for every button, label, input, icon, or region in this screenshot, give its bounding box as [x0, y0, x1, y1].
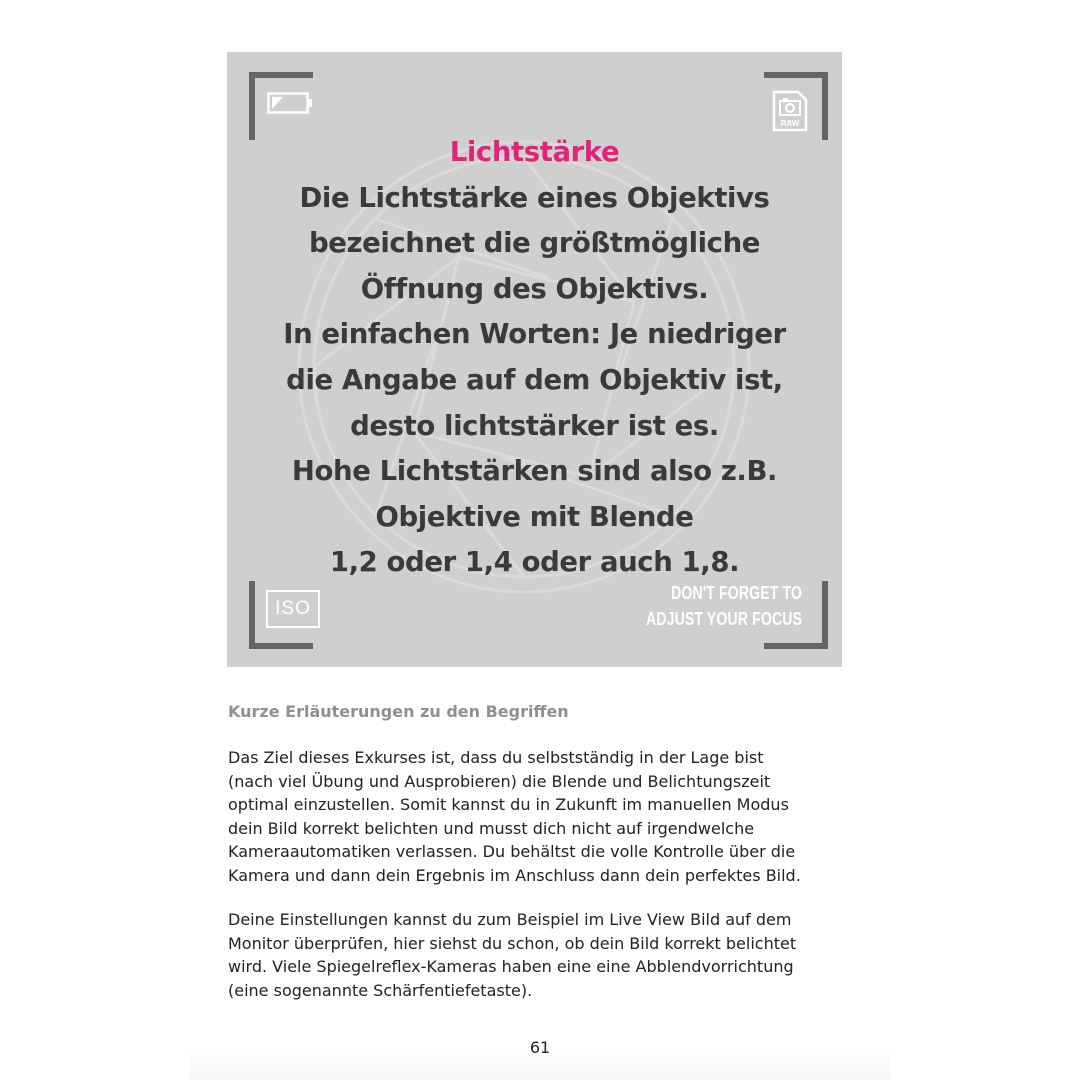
text-line: optimal einzustellen. Somit kannst du in Zukunft im manuellen Modus [228, 795, 789, 815]
battery-icon [267, 92, 313, 114]
viewfinder-line: In einfachen Worten: Je niedriger [283, 318, 786, 351]
text-line: (nach viel Übung und Ausprobieren) die Blende und Belichtungszeit [228, 771, 771, 791]
viewfinder-title: Lichtstärke [449, 136, 620, 168]
focus-hint [646, 580, 802, 632]
viewfinder-line: Öffnung des Objektivs. [360, 272, 709, 305]
text-line: (eine sogenannte Schärfentiefetaste). [228, 980, 533, 1000]
section-heading: Kurze Erläuterungen zu den Begriffen [228, 702, 569, 721]
focus-hint-line: ADJUST YOUR FOCUS [645, 609, 802, 629]
paragraph-2 [228, 908, 848, 1002]
text-line: Deine Einstellungen kannst du zum Beispiel im Live View Bild auf dem [228, 910, 792, 929]
text-line: Monitor überprüfen, hier siehst du schon, ob dein Bild korrekt belichtet [228, 933, 797, 953]
viewfinder-line: bezeichnet die größtmögliche [308, 227, 761, 260]
iso-icon [266, 590, 320, 628]
viewfinder-graphic [227, 52, 842, 667]
viewfinder-line: 1,2 oder 1,4 oder auch 1,8. [329, 546, 740, 579]
viewfinder-line: Objektive mit Blende [375, 500, 694, 533]
text-line: Kameraautomatiken verlassen. Du behältst die volle Kontrolle über die [228, 842, 796, 862]
viewfinder-text [227, 130, 842, 586]
viewfinder-line: die Angabe auf dem Objektiv ist, [286, 363, 783, 396]
focus-hint-line: DON'T FORGET TO [670, 583, 802, 603]
viewfinder-line: Die Lichtstärke eines Objektivs [299, 181, 770, 214]
text-line: wird. Viele Spiegelreflex-Kameras haben eine eine Abblendvorrichtung [228, 957, 794, 977]
page-number: 61 [529, 1038, 551, 1057]
viewfinder-line: Hohe Lichtstärken sind also z.B. [291, 455, 778, 488]
text-line: Kamera und dann dein Ergebnis im Anschluss dann dein perfektes Bild. [228, 865, 801, 885]
viewfinder-line: desto lichtstärker ist es. [350, 409, 719, 442]
paragraph-1 [228, 746, 848, 888]
text-line: Das Ziel dieses Exkurses ist, dass du selbstständig in der Lage bist [228, 748, 764, 767]
raw-camera-icon [772, 90, 808, 132]
raw-label: RAW [780, 119, 800, 128]
text-line: dein Bild korrekt belichten und musst dich nicht auf irgendwelche [228, 818, 755, 838]
iso-label: ISO [275, 598, 311, 619]
